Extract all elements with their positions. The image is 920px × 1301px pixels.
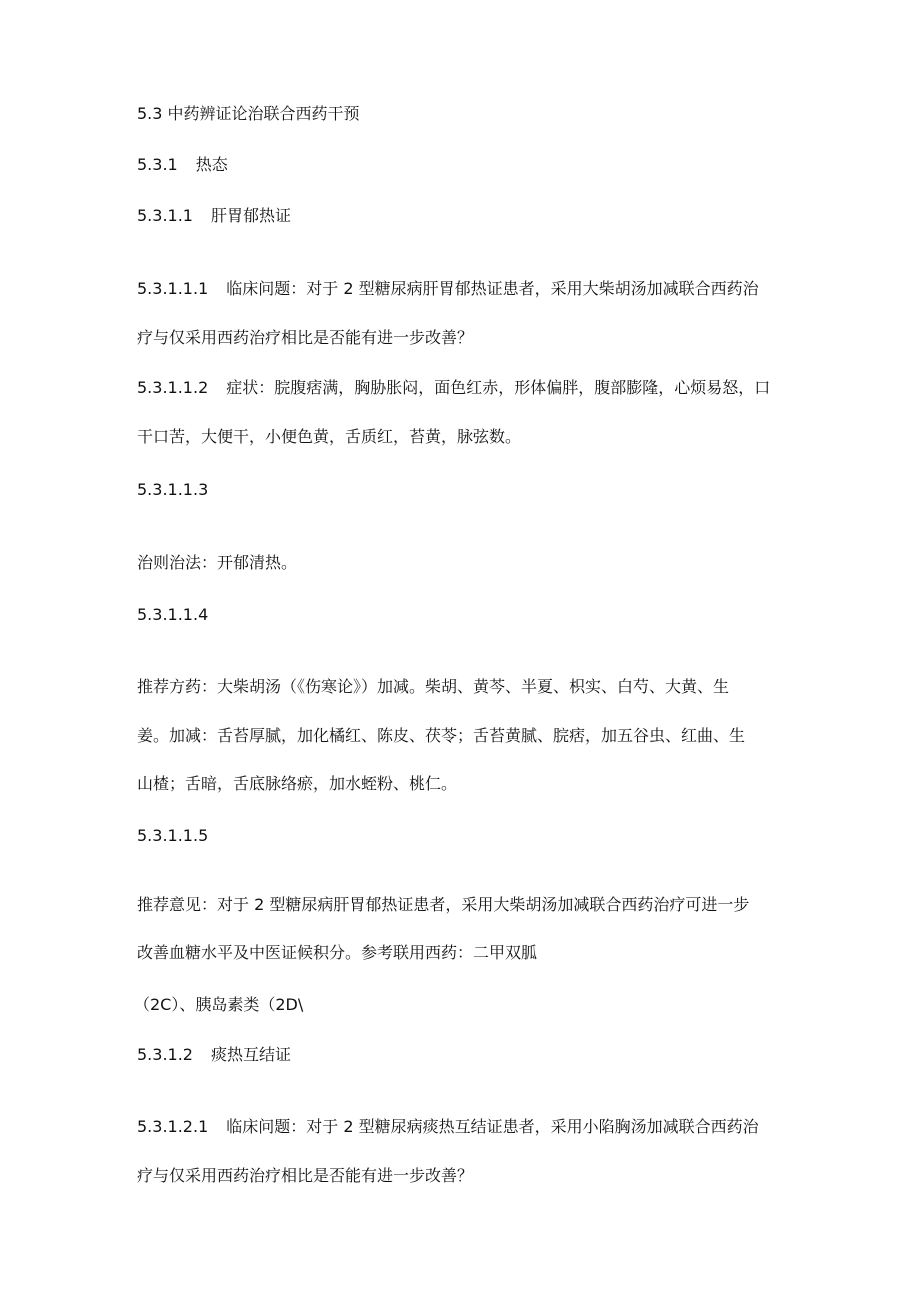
paragraph-line [137,279,759,299]
line-text: 推荐意见：对于 2 型糖尿病肝胃郁热证患者，采用大柴胡汤加减联合西药治疗可进一步 [137,895,750,914]
line-text: 治则治法：开郁清热。 [137,553,298,572]
paragraph-line [137,943,537,963]
line-text: 5.3.1.1.3 [137,480,209,499]
line-text: 山楂；舌暗，舌底脉络瘀，加水蛭粉、桃仁。 [137,774,458,793]
section-number: 5.3.1.1.2 [137,378,209,397]
section-heading-5-3-1 [137,155,228,175]
section-number: 5.3.1.2.1 [137,1117,209,1136]
line-text: 改善血糖水平及中医证候积分。参考联用西药：二甲双胍 [137,943,538,962]
section-number: 5.3.1.1 [137,206,193,225]
line-text: 5.3.1.1.5 [137,826,209,845]
line-text: 临床问题：对于 2 型糖尿病痰热互结证患者，采用小陷胸汤加减联合西药治 [226,1117,759,1136]
paragraph-line [137,553,297,573]
paragraph-line [137,427,521,447]
line-text: 干口苦，大便干，小便色黄，舌质红，苔黄，脉弦数。 [137,427,522,446]
paragraph-line [137,726,745,746]
section-number-line [137,826,208,846]
section-heading-5-3-1-1 [137,206,291,226]
section-number-line [137,605,208,625]
section-heading-5-3-1-2 [137,1045,291,1065]
paragraph-line [137,328,473,348]
line-text: 肝胃郁热证 [210,206,291,225]
line-text: 疗与仅采用西药治疗相比是否能有进一步改善？ [137,328,474,347]
line-text: 临床问题：对于 2 型糖尿病肝胃郁热证患者，采用大柴胡汤加减联合西药治 [226,279,759,298]
section-number: 5.3.1.1.1 [137,279,209,298]
line-text: 痰热互结证 [210,1045,291,1064]
line-text: 疗与仅采用西药治疗相比是否能有进一步改善？ [137,1166,474,1185]
section-number-line [137,480,208,500]
line-text: 姜。加减：舌苔厚腻，加化橘红、陈皮、茯苓；舌苔黄腻、脘痞，加五谷虫、红曲、生 [137,726,746,745]
paragraph-line [137,1117,759,1137]
section-heading-5-3 [137,104,360,124]
line-text: 5.3 中药辨证论治联合西药干预 [137,104,360,123]
paragraph-line [137,677,729,697]
line-text: 推荐方药：大柴胡汤（《伤寒论》）加减。柴胡、黄芩、半夏、枳实、白芍、大黄、生 [137,677,730,696]
line-text: （2C）、胰岛素类（2D\ [134,995,304,1014]
paragraph-line [137,1166,473,1186]
paragraph-line [137,895,749,915]
paragraph-line [134,995,303,1015]
paragraph-line [137,774,457,794]
line-text: 热态 [195,155,228,174]
section-number: 5.3.1.2 [137,1045,193,1064]
section-number: 5.3.1 [137,155,178,174]
paragraph-line [137,378,770,398]
line-text: 5.3.1.1.4 [137,605,209,624]
line-text: 症状：脘腹痞满，胸胁胀闷，面色红赤，形体偏胖，腹部膨隆，心烦易怒，口 [226,378,771,397]
